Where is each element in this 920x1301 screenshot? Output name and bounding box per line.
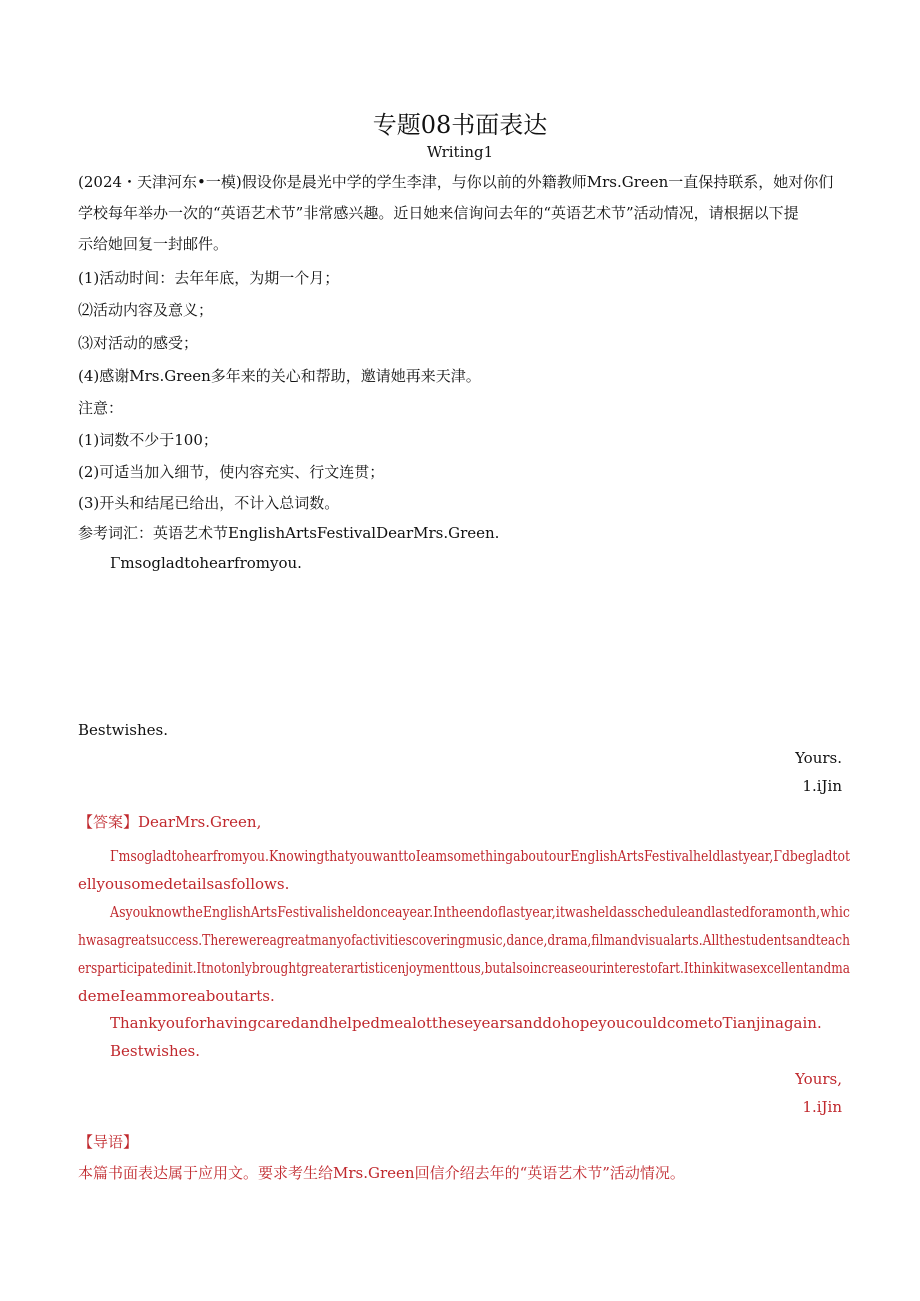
reference-vocab: 参考词汇：英语艺术节EnglishArtsFestivalDearMrs.Green. xyxy=(78,524,500,542)
page-subtitle: Writing1 xyxy=(426,143,494,161)
answer-heading xyxy=(78,812,261,832)
page-title: 专题08书面表达 xyxy=(372,111,548,139)
prompt-point: (4)感谢Mrs.Green多年来的关心和帮助，邀请她再来天津。 xyxy=(78,367,481,385)
answer-paragraph-line: AsyouknowtheEnglishArtsFestivalisheldonceayear.Intheendoflastyear,itwasheldasscheduleandlastedforamonth,whic xyxy=(110,903,850,921)
answer-paragraph-line: demeIeammoreaboutarts. xyxy=(78,987,275,1005)
prompt-line: 示给她回复一封邮件。 xyxy=(78,235,229,253)
answer-greeting: DearMrs.Green, xyxy=(138,813,262,831)
prompt-line: (2024・天津河东•一模)假设你是晨光中学的学生李津，与你以前的外籍教师Mrs.Green一直保持联系，她对你们 xyxy=(78,173,834,191)
answer-paragraph-line: ersparticipatedinit.Itnotonlybroughtgreaterartisticenjoymenttous,butalsoincreaseourinterestofart.Ithinkitwasexcellentandma xyxy=(78,959,851,977)
guide-text: 本篇书面表达属于应用文。要求考生给Mrs.Green回信介绍去年的“英语艺术节”活动情况。 xyxy=(78,1164,685,1182)
answer-label: 【答案】 xyxy=(78,813,139,831)
guide-label: 【导语】 xyxy=(78,1133,139,1151)
letter-closing: Bestwishes. xyxy=(78,721,168,739)
answer-paragraph-line: Γmsogladtohearfromyou.KnowingthatyouwanttoIeamsomethingaboutourEnglishArtsFestivalheldlastyear,Γdbegladtot xyxy=(110,847,850,865)
prompt-line: 学校每年举办一次的“英语艺术节”非常感兴趣。近日她来信询问去年的“英语艺术节”活动情况，请根据以下提 xyxy=(78,204,799,222)
letter-sign-name: 1.iJin xyxy=(802,777,842,795)
answer-sign-yours: Yours, xyxy=(795,1070,842,1088)
answer-closing: Bestwishes. xyxy=(110,1042,200,1060)
answer-paragraph-line: ellyousomedetailsasfollows. xyxy=(78,875,290,893)
prompt-point: ⑶对活动的感受； xyxy=(78,334,199,352)
note-item: (1)词数不少于100； xyxy=(78,431,218,449)
note-item: (3)开头和结尾已给出，不计入总词数。 xyxy=(78,494,340,512)
prompt-point: (1)活动时间：去年年底，为期一个月； xyxy=(78,269,340,287)
letter-opening: Γmsogladtohearfromyou. xyxy=(110,554,302,572)
answer-paragraph-line: ThankyouforhavingcaredandhelpedmealottheseyearsanddohopeyoucouldcometoTianjinagain. xyxy=(110,1014,822,1032)
note-label: 注意： xyxy=(78,399,124,417)
note-item: (2)可适当加入细节，使内容充实、行文连贯； xyxy=(78,463,385,481)
answer-paragraph-line: hwasagreatsuccess.Therewereagreatmanyofactivitiescoveringmusic,dance,drama,filmandvisualarts.Allthestudentsandteach xyxy=(78,931,851,949)
prompt-point: ⑵活动内容及意义； xyxy=(78,301,214,319)
letter-sign-yours: Yours. xyxy=(795,749,842,767)
answer-sign-name: 1.iJin xyxy=(802,1098,842,1116)
